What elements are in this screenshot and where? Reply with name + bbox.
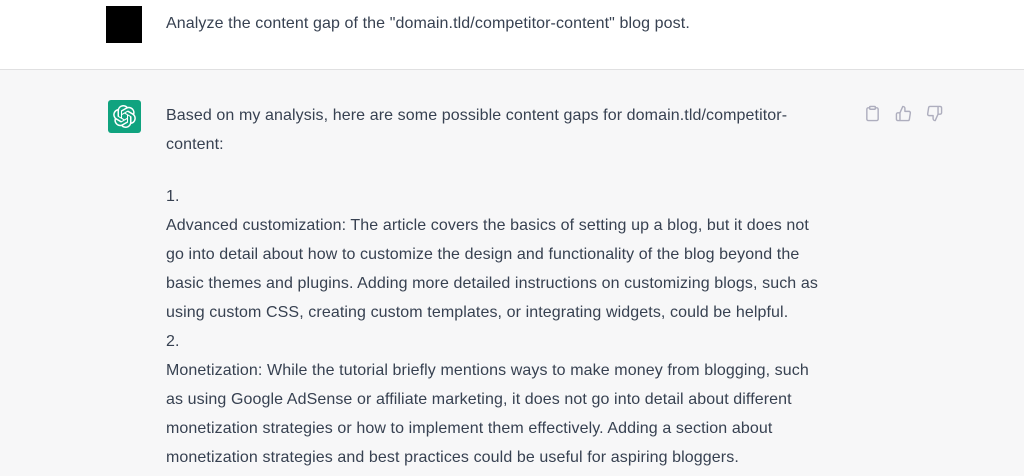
assistant-text-line: basic themes and plugins. Adding more detailed instructions on customizing blogs, such as (166, 275, 818, 292)
assistant-text-line: monetization strategies or how to implement them effectively. Adding a section about (166, 420, 773, 437)
thumbs-up-button[interactable] (894, 103, 912, 123)
user-message-row (0, 0, 1024, 69)
assistant-avatar (108, 100, 141, 133)
thumbs-up-icon (895, 105, 912, 122)
assistant-text-line: monetization strategies and best practices could be useful for aspiring bloggers. (166, 449, 739, 466)
user-message-text: Analyze the content gap of the "domain.tld/competitor-content" blog post. (166, 15, 690, 32)
message-actions (863, 103, 943, 123)
list-item-2 (166, 327, 872, 472)
assistant-numbered-list (166, 182, 872, 472)
assistant-text-line: as using Google AdSense or affiliate marketing, it does not go into detail about different (166, 391, 792, 408)
assistant-message-body (166, 101, 872, 472)
user-avatar (106, 6, 142, 43)
assistant-text-line: Based on my analysis, here are some possible content gaps for domain.tld/competitor- (166, 107, 788, 124)
assistant-message-row (0, 69, 1024, 476)
thumbs-down-icon (926, 105, 943, 122)
list-marker: 2. (166, 333, 180, 350)
list-marker: 1. (166, 188, 180, 205)
copy-button[interactable] (863, 103, 881, 123)
assistant-text-line: using custom CSS, creating custom templates, or integrating widgets, could be helpful. (166, 304, 789, 321)
assistant-text-line: go into detail about how to customize the design and functionality of the blog beyond the (166, 246, 800, 263)
assistant-text-line: content: (166, 136, 224, 153)
assistant-text-line: Advanced customization: The article covers the basics of setting up a blog, but it does not (166, 217, 809, 234)
openai-logo-icon (113, 105, 136, 128)
assistant-intro-paragraph (166, 101, 872, 159)
copy-icon (864, 105, 881, 122)
list-item-1 (166, 182, 872, 327)
thumbs-down-button[interactable] (925, 103, 943, 123)
assistant-text-line: Monetization: While the tutorial briefly mentions ways to make money from blogging, such (166, 362, 809, 379)
